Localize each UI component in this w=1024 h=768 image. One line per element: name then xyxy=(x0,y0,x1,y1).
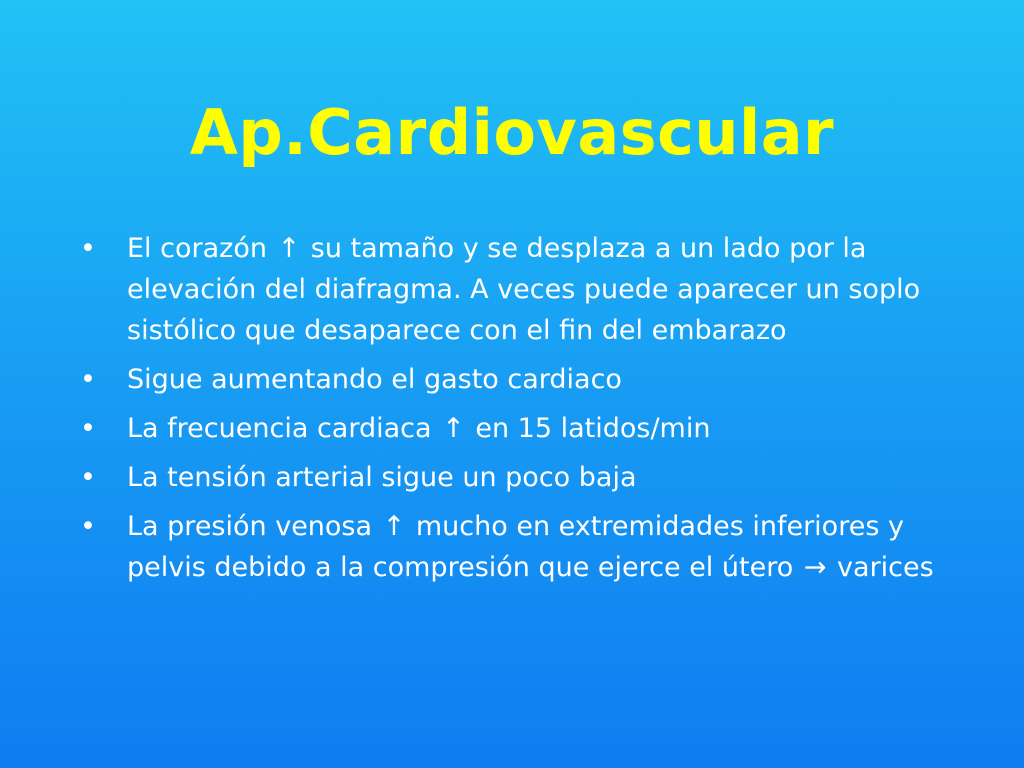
bullet-item-blood-pressure xyxy=(80,457,950,498)
bullet-dot: • xyxy=(80,364,96,395)
arrow-up-icon: ↑ xyxy=(442,413,465,444)
arrow-right-icon: → xyxy=(803,552,827,583)
arrow-up-icon: ↑ xyxy=(382,511,406,542)
bullet-text: su tamaño y se desplaza a un lado por la elevación del diafragma. A veces puede aparecer un soplo sistólico que desaparece con el fin del embarazo xyxy=(127,233,921,346)
bullet-dot: • xyxy=(80,511,96,542)
bullet-item-cardiac-output xyxy=(80,359,950,400)
bullet-item-heart-rate xyxy=(80,408,950,449)
bullet-dot: • xyxy=(80,233,96,264)
bullet-text: La frecuencia cardiaca xyxy=(127,413,432,444)
bullet-list xyxy=(80,228,950,596)
arrow-up-icon: ↑ xyxy=(277,233,301,264)
bullet-text: Sigue aumentando el gasto cardiaco xyxy=(127,364,622,395)
bullet-dot: • xyxy=(80,462,96,493)
bullet-text: mucho en extremidades inferiores y pelvis debido a la compresión que ejerce el útero xyxy=(127,511,904,583)
bullet-dot: • xyxy=(80,413,96,444)
bullet-item-venous-pressure xyxy=(80,506,950,588)
bullet-text: en 15 latidos/min xyxy=(475,413,711,444)
slide-title: Ap.Cardiovascular xyxy=(189,96,835,169)
bullet-text: La tensión arterial sigue un poco baja xyxy=(127,462,637,493)
bullet-text: El corazón xyxy=(127,233,267,264)
bullet-item-heart xyxy=(80,228,950,351)
bullet-text: La presión venosa xyxy=(127,511,373,542)
bullet-text: varices xyxy=(837,552,934,583)
